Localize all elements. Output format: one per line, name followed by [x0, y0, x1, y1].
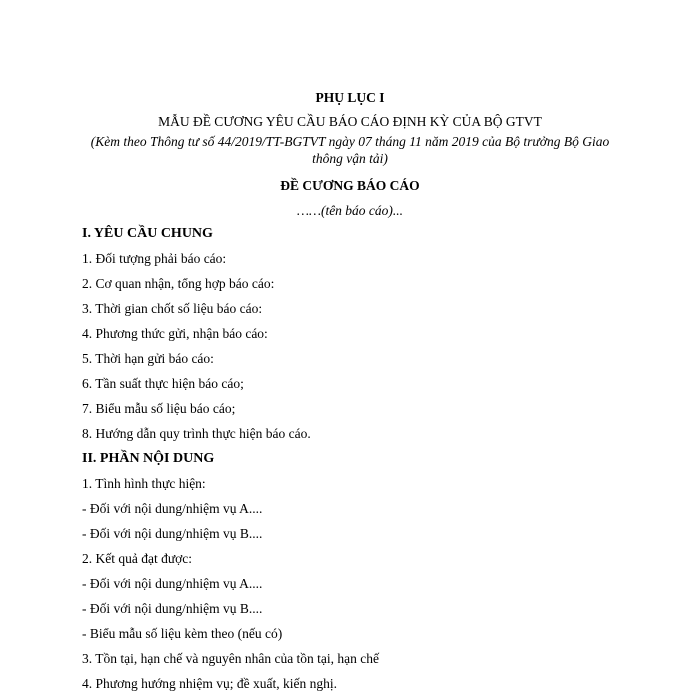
section2-item: - Đối với nội dung/nhiệm vụ B.... [82, 526, 263, 541]
section2-item: 2. Kết quả đạt được: [82, 551, 193, 566]
section1-heading: I. YÊU CẦU CHUNG [82, 226, 213, 241]
section2-item: - Đối với nội dung/nhiệm vụ A.... [82, 576, 263, 591]
section1-item: 1. Đối tượng phải báo cáo: [82, 251, 227, 266]
section1-item: 2. Cơ quan nhận, tổng hợp báo cáo: [82, 276, 275, 291]
attached-note-line1: (Kèm theo Thông tư số 44/2019/TT-BGTVT ngày 07 tháng 11 năm 2019 của Bộ trưởng Bộ Giao [90, 134, 610, 149]
section2-heading: II. PHẦN NỘI DUNG [82, 451, 215, 466]
section1-item: 3. Thời gian chốt số liệu báo cáo: [82, 301, 263, 316]
section1-item: 4. Phương thức gửi, nhận báo cáo: [82, 326, 268, 341]
section1-item: 5. Thời hạn gửi báo cáo: [82, 351, 214, 366]
template-title: MẪU ĐỀ CƯƠNG YÊU CẦU BÁO CÁO ĐỊNH KỲ CỦA BỘ GTVT [158, 114, 542, 129]
section1-item: 8. Hướng dẫn quy trình thực hiện báo cáo. [82, 426, 311, 441]
section2-item: 4. Phương hướng nhiệm vụ; đề xuất, kiến nghị. [82, 676, 338, 691]
section1-item: 6. Tần suất thực hiện báo cáo; [82, 376, 244, 391]
outline-title: ĐỀ CƯƠNG BÁO CÁO [280, 178, 420, 193]
section2-item: - Biểu mẫu số liệu kèm theo (nếu có) [82, 626, 283, 641]
section2-item: 3. Tồn tại, hạn chế và nguyên nhân của tồn tại, hạn chế [82, 651, 380, 666]
section2-item: 1. Tình hình thực hiện: [82, 476, 206, 491]
section2-item: - Đối với nội dung/nhiệm vụ B.... [82, 601, 263, 616]
appendix-title: PHỤ LỤC I [315, 90, 385, 105]
attached-note-line2: thông vận tải) [312, 151, 388, 166]
report-name-placeholder: ……(tên báo cáo)... [296, 203, 404, 218]
section2-item: - Đối với nội dung/nhiệm vụ A.... [82, 501, 263, 516]
section1-item: 7. Biểu mẫu số liệu báo cáo; [82, 401, 236, 416]
